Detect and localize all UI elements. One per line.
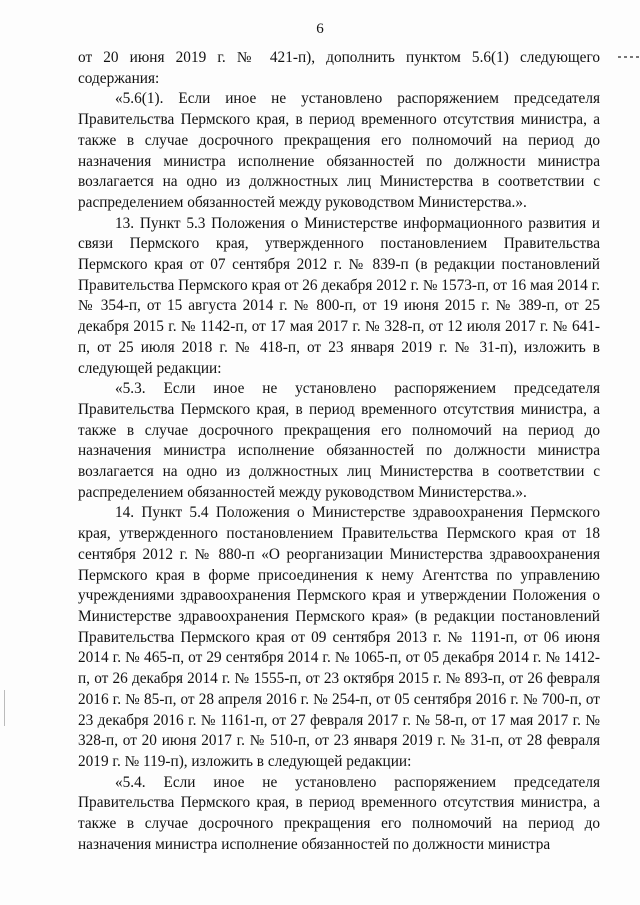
paragraph-item-13: 13. Пункт 5.3 Положения о Министерстве информационного развития и связи Пермского края, утвержденного постановлением Правительства Пермского края от 07 сентября 2012 г. № 839-п (в редакции постановлений Правительства Пермского края от 26 декабря 2012 г. № 1573-п, от 16 мая 2014 г. № 354-п, от 15 августа 2014 г. № 800-п, от 19 июня 2015 г. № 389-п, от 25 декабря 2015 г. № 1142-п, от 17 мая 2017 г. № 328-п, от 12 июля 2017 г. № 641-п, от 25 июля 2018 г. № 418-п, от 23 января 2019 г. № 31-п), изложить в следующей редакции: <box>78 214 600 377</box>
page-number: 6 <box>316 21 324 37</box>
paragraph-item-14: 14. Пункт 5.4 Положения о Министерстве здравоохранения Пермского края, утвержденного постановлением Правительства Пермского края от 18 сентября 2012 г. № 880-п «О реорганизации Министерства здравоохранения Пермского края в форме присоединения к нему Агентства по управлению учреждениями здравоохранения Пермского края и утверждении Положения о Министерстве здравоохранения Пермского края» (в редакции постановлений Правительства Пермского края от 09 сентября 2013 г. № 1191-п, от 06 июня 2014 г. № 465-п, от 29 сентября 2014 г. № 1065-п, от 05 декабря 2014 г. № 1412-п, от 26 декабря 2014 г. № 1555-п, от 23 октября 2015 г. № 893-п, от 26 февраля 2016 г. № 85-п, от 28 апреля 2016 г. № 254-п, от 05 сентября 2016 г. № 700-п, от 23 декабря 2016 г. № 1161-п, от 27 февраля 2017 г. № 58-п, от 17 мая 2017 г. № 328-п, от 20 июня 2017 г. № 510-п, от 23 января 2019 г. № 31-п, от 28 февраля 2019 г. № 119-п), изложить в следующей редакции: <box>78 504 600 770</box>
paragraph-quote-5-6-1: «5.6(1). Если иное не установлено распоряжением председателя Правительства Пермского края, в период временного отсутствия министра, а также в случае досрочного прекращения его полномочий на период до назначения министра исполнение обязанностей по должности министра возлагается на одно из должностных лиц Министерства в соответствии с распределением обязанностей между руководством Министерства.». <box>78 90 600 211</box>
paragraph-quote-5-4: «5.4. Если иное не установлено распоряжением председателя Правительства Пермского края, в период временного отсутствия министра, а также в случае досрочного прекращения его полномочий на период до назначения министра исполнение обязанностей по должности министра <box>78 773 600 853</box>
paragraph-quote-5-3: «5.3. Если иное не установлено распоряжением председателя Правительства Пермского края, в период временного отсутствия министра, а также в случае досрочного прекращения его полномочий на период до назначения министра исполнение обязанностей по должности министра возлагается на одно из должностных лиц Министерства в соответствии с распределением обязанностей между руководством Министерства.». <box>78 380 600 501</box>
scan-edge-line <box>4 690 5 726</box>
paragraph-continuation: от 20 июня 2019 г. № 421-п), дополнить пунктом 5.6(1) следующего содержания: <box>78 49 600 87</box>
document-body <box>78 48 600 855</box>
scan-artifact-mark <box>618 56 640 58</box>
